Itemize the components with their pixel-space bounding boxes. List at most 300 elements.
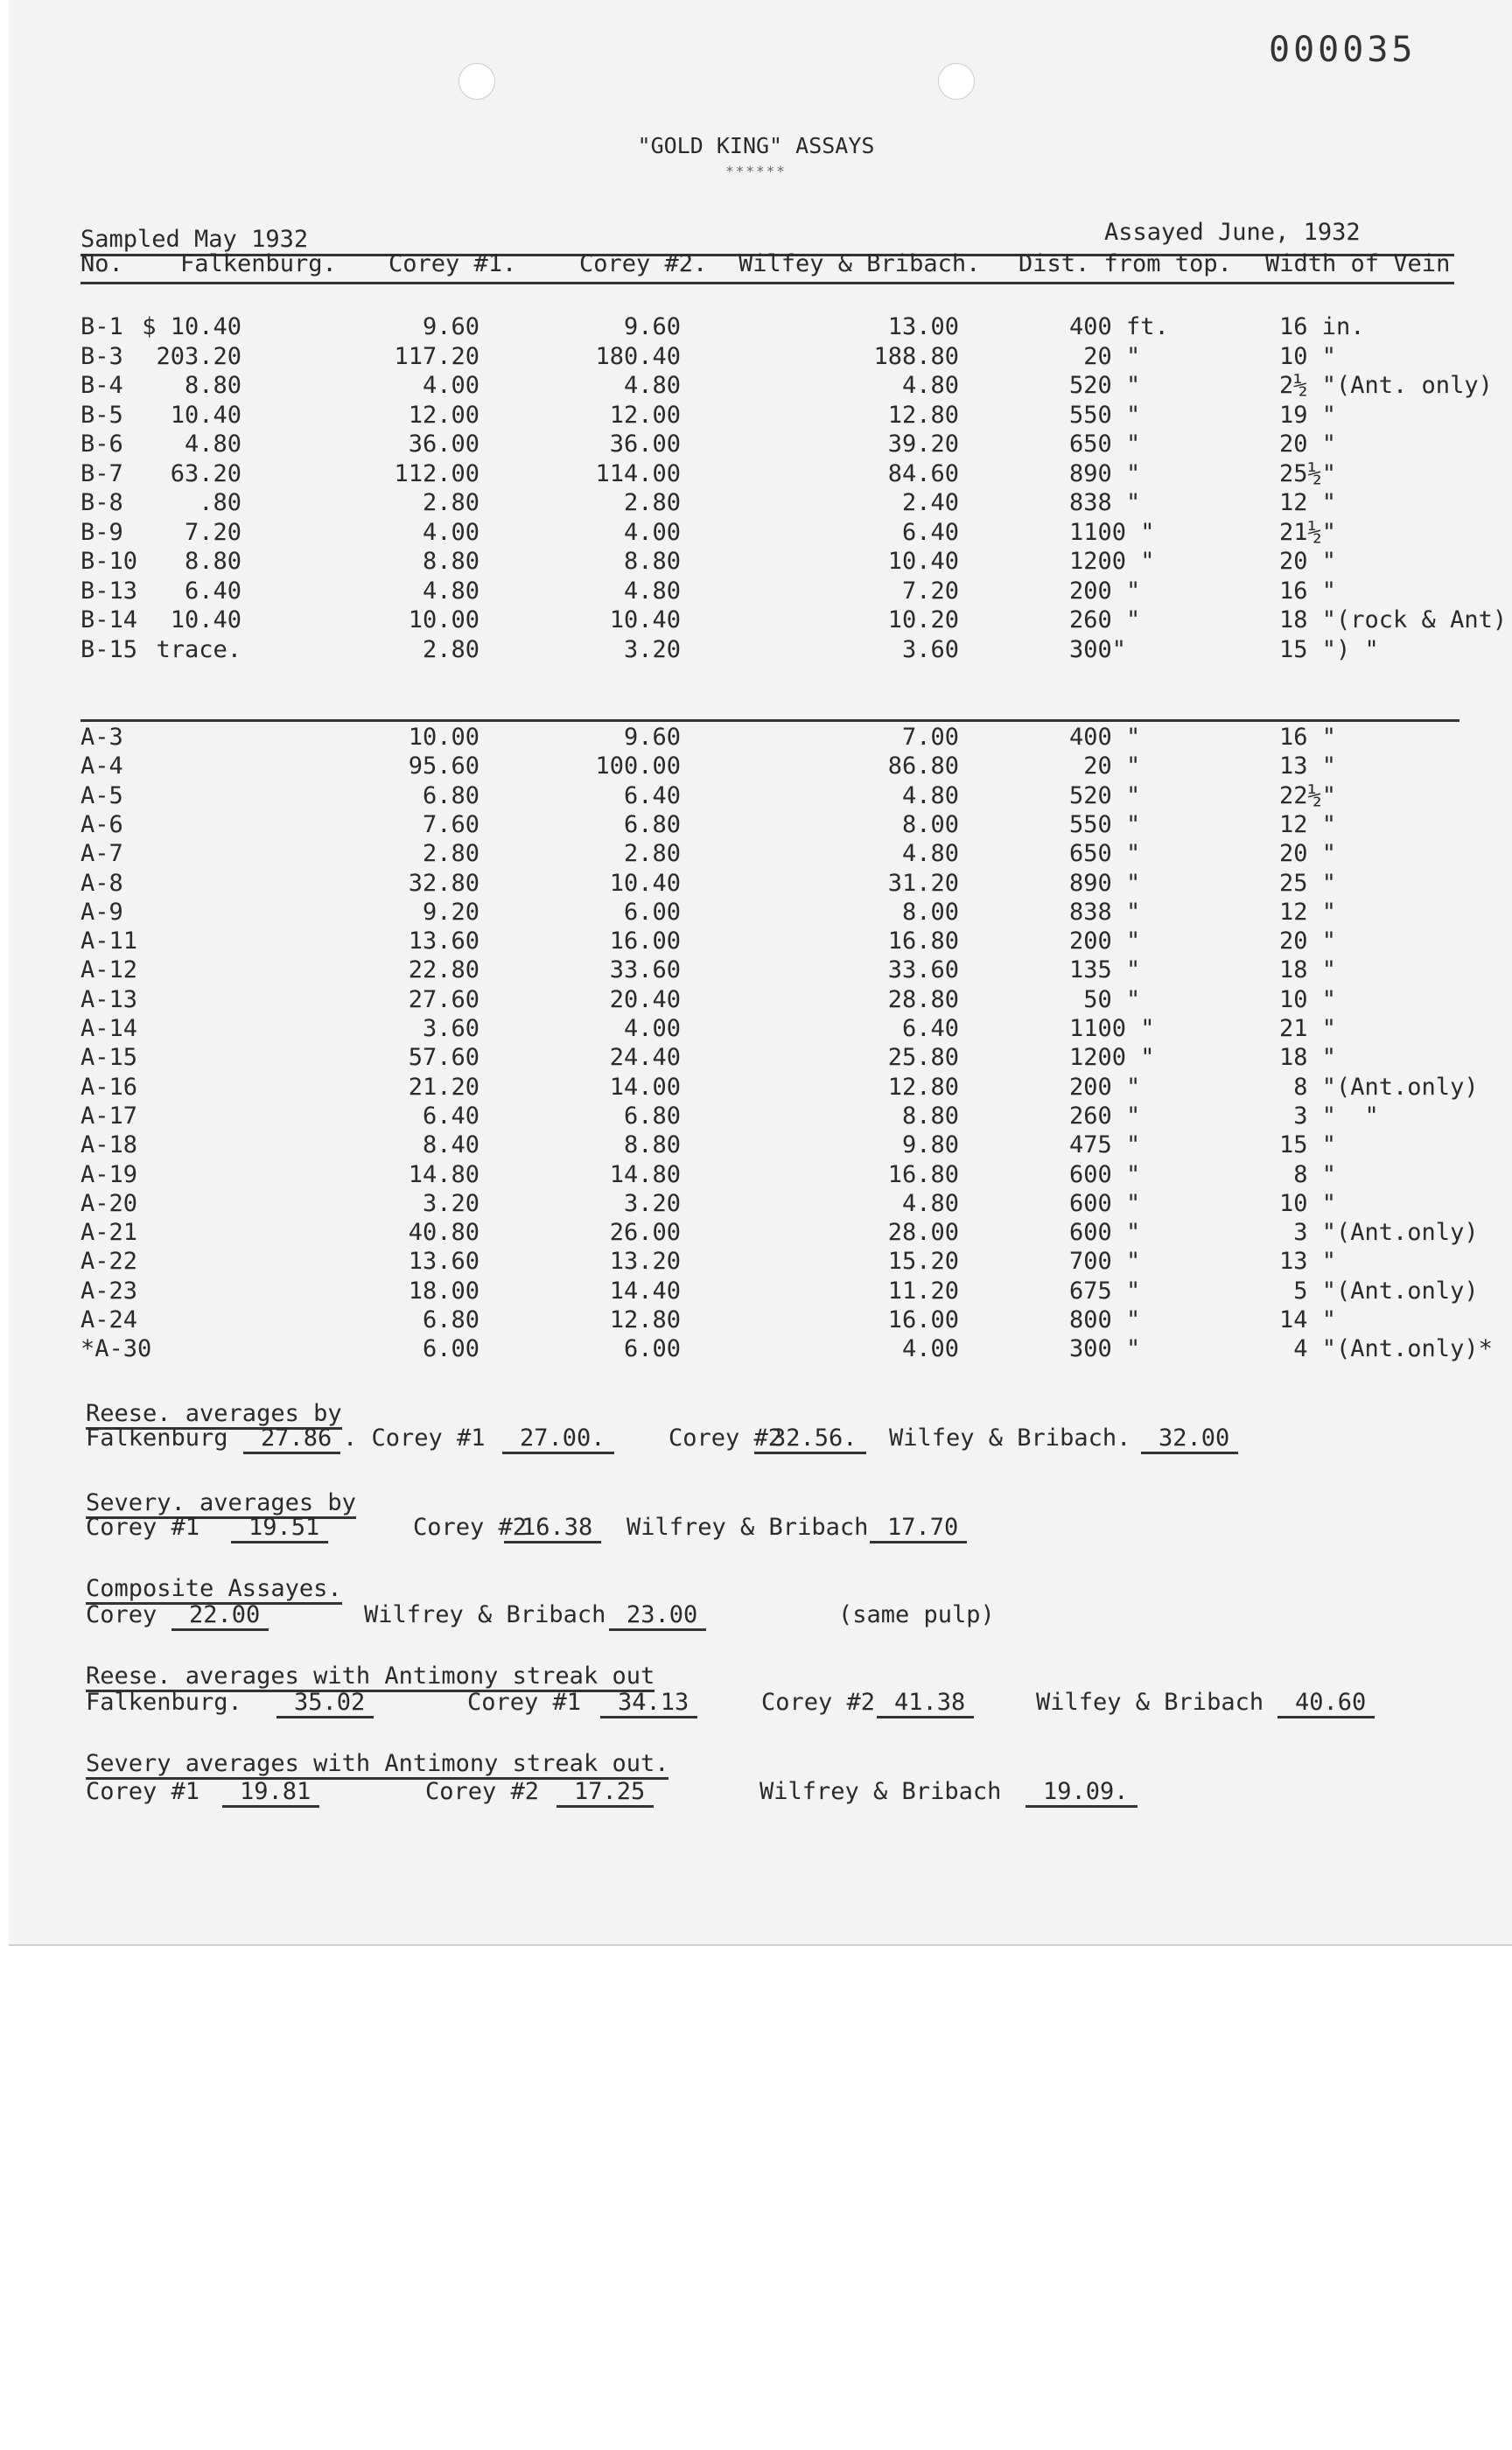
table-row bbox=[0, 752, 1512, 782]
distance-value: 675 " bbox=[1069, 1277, 1141, 1305]
distance-value: 50 " bbox=[1069, 985, 1141, 1013]
corey1-value: 95.60 bbox=[408, 752, 480, 780]
corey2-value: 6.80 bbox=[623, 1102, 681, 1130]
falkenburg-value: 7.20 bbox=[184, 518, 242, 546]
vein-width-value: 8 "(Ant.only) bbox=[1279, 1073, 1479, 1101]
severy-antimony-title: Severy averages with Antimony streak out. bbox=[86, 1750, 668, 1780]
composite-assays-line bbox=[0, 1601, 1512, 1633]
vein-width-value: 13 " bbox=[1279, 752, 1337, 780]
column-header: Falkenburg. bbox=[180, 250, 337, 277]
corey2-value: 6.00 bbox=[623, 1335, 681, 1363]
severy-averages-line bbox=[0, 1514, 1512, 1545]
sample-number: A-23 bbox=[80, 1277, 138, 1305]
vein-width-value: 15 ") " bbox=[1279, 635, 1379, 663]
corey1-value: 6.00 bbox=[422, 1335, 480, 1363]
falkenburg-value: $ 10.40 bbox=[142, 313, 242, 340]
sample-number: B-15 bbox=[80, 635, 138, 663]
value: 16.38 bbox=[504, 1514, 601, 1544]
table-row bbox=[0, 313, 1512, 343]
value: 41.38 bbox=[877, 1689, 974, 1718]
vein-width-value: 8 " bbox=[1279, 1160, 1337, 1188]
vein-width-value: 18 " bbox=[1279, 1044, 1337, 1072]
table-row bbox=[0, 1074, 1512, 1103]
label: Corey #1 bbox=[86, 1778, 200, 1805]
corey1-value: 3.20 bbox=[422, 1189, 480, 1217]
vein-width-value: 21½" bbox=[1279, 518, 1337, 546]
header-rule-bottom bbox=[80, 282, 1454, 284]
composite-note: (same pulp) bbox=[838, 1601, 995, 1628]
value: 32.56. bbox=[754, 1424, 866, 1454]
distance-value: 890 " bbox=[1069, 869, 1141, 897]
sample-number: A-8 bbox=[80, 869, 123, 897]
value: 17.25 bbox=[556, 1778, 654, 1808]
sample-number: A-15 bbox=[80, 1044, 138, 1072]
document-title: "GOLD KING" ASSAYS bbox=[637, 133, 875, 158]
corey1-value: 57.60 bbox=[408, 1044, 480, 1072]
corey2-value: 36.00 bbox=[609, 430, 681, 458]
sample-number: A-13 bbox=[80, 985, 138, 1013]
wilfey-bribach-value: 10.40 bbox=[887, 548, 959, 575]
distance-value: 800 " bbox=[1069, 1306, 1141, 1334]
corey2-value: 9.60 bbox=[623, 313, 681, 340]
vein-width-value: 18 " bbox=[1279, 956, 1337, 984]
reese-antimony-line bbox=[0, 1689, 1512, 1720]
distance-value: 838 " bbox=[1069, 898, 1141, 926]
sample-number: A-14 bbox=[80, 1015, 138, 1042]
table-row bbox=[0, 430, 1512, 460]
table-row bbox=[0, 343, 1512, 373]
severy-antimony-line bbox=[0, 1778, 1512, 1810]
corey2-value: 20.40 bbox=[609, 985, 681, 1013]
wilfey-bribach-value: 84.60 bbox=[887, 459, 959, 487]
distance-value: 838 " bbox=[1069, 489, 1141, 516]
vein-width-value: 25½" bbox=[1279, 459, 1337, 487]
corey1-value: 22.80 bbox=[408, 956, 480, 984]
distance-value: 20 " bbox=[1069, 752, 1141, 780]
vein-width-value: 15 " bbox=[1279, 1131, 1337, 1159]
distance-value: 300 " bbox=[1069, 1335, 1141, 1363]
wilfey-bribach-value: 11.20 bbox=[887, 1277, 959, 1305]
corey2-value: 24.40 bbox=[609, 1044, 681, 1072]
table-row bbox=[0, 1044, 1512, 1074]
vein-width-value: 3 " " bbox=[1279, 1102, 1379, 1130]
corey1-value: 8.80 bbox=[422, 548, 480, 575]
table-row bbox=[0, 1335, 1512, 1365]
corey2-value: 3.20 bbox=[623, 1189, 681, 1217]
table-row bbox=[0, 519, 1512, 549]
falkenburg-value: 203.20 bbox=[156, 342, 242, 370]
corey2-value: 6.80 bbox=[623, 810, 681, 838]
corey1-value: 3.60 bbox=[422, 1015, 480, 1042]
assayed-date: Assayed June, 1932 bbox=[1104, 219, 1361, 246]
sample-number: A-17 bbox=[80, 1102, 138, 1130]
corey2-value: 180.40 bbox=[595, 342, 681, 370]
sample-number: A-18 bbox=[80, 1131, 138, 1159]
sampled-date: Sampled May 1932 bbox=[80, 226, 309, 253]
corey2-value: 16.00 bbox=[609, 928, 681, 956]
wilfey-bribach-value: 13.00 bbox=[887, 313, 959, 340]
vein-width-value: 20 " bbox=[1279, 928, 1337, 956]
vein-width-value: 20 " bbox=[1279, 430, 1337, 458]
corey1-value: 13.60 bbox=[408, 928, 480, 956]
wilfey-bribach-value: 12.80 bbox=[887, 401, 959, 429]
corey1-value: 2.80 bbox=[422, 840, 480, 868]
value: 19.81 bbox=[222, 1778, 319, 1808]
distance-value: 475 " bbox=[1069, 1131, 1141, 1159]
label: Corey #1 bbox=[467, 1689, 582, 1716]
corey1-value: 9.20 bbox=[422, 898, 480, 926]
label: Corey #2 bbox=[668, 1424, 783, 1452]
corey1-value: 10.00 bbox=[408, 606, 480, 634]
punch-hole bbox=[938, 63, 975, 100]
distance-value: 260 " bbox=[1069, 606, 1141, 634]
distance-value: 200 " bbox=[1069, 577, 1141, 605]
wilfey-bribach-value: 2.40 bbox=[901, 489, 959, 516]
distance-value: 400 ft. bbox=[1069, 313, 1169, 340]
vein-width-value: 16 " bbox=[1279, 724, 1337, 751]
falkenburg-value: 8.80 bbox=[184, 548, 242, 575]
sample-number: A-7 bbox=[80, 840, 123, 868]
label: Corey #2 bbox=[425, 1778, 540, 1805]
table-row bbox=[0, 1102, 1512, 1132]
value: 23.00 bbox=[609, 1601, 706, 1631]
wilfey-bribach-value: 8.80 bbox=[901, 1102, 959, 1130]
sample-number: B-8 bbox=[80, 489, 123, 516]
corey1-value: 6.40 bbox=[422, 1102, 480, 1130]
table-row bbox=[0, 548, 1512, 578]
corey1-value: 4.00 bbox=[422, 518, 480, 546]
distance-value: 520 " bbox=[1069, 781, 1141, 809]
label: Falkenburg. bbox=[86, 1689, 242, 1716]
corey1-value: 40.80 bbox=[408, 1219, 480, 1247]
falkenburg-value: 4.80 bbox=[184, 430, 242, 458]
wilfey-bribach-value: 86.80 bbox=[887, 752, 959, 780]
vein-width-value: 25 " bbox=[1279, 869, 1337, 897]
wilfey-bribach-value: 4.80 bbox=[901, 372, 959, 399]
vein-width-value: 3 "(Ant.only) bbox=[1279, 1219, 1479, 1247]
column-header: No. bbox=[80, 250, 123, 277]
distance-value: 650 " bbox=[1069, 840, 1141, 868]
corey1-value: 32.80 bbox=[408, 869, 480, 897]
corey2-value: 14.00 bbox=[609, 1073, 681, 1101]
sample-number: A-16 bbox=[80, 1073, 138, 1101]
wilfey-bribach-value: 16.80 bbox=[887, 1160, 959, 1188]
corey1-value: 10.00 bbox=[408, 724, 480, 751]
value: 35.02 bbox=[276, 1689, 374, 1718]
sample-number: B-4 bbox=[80, 372, 123, 399]
vein-width-value: 16 in. bbox=[1279, 313, 1365, 340]
distance-value: 550 " bbox=[1069, 401, 1141, 429]
sample-number: B-6 bbox=[80, 430, 123, 458]
wilfey-bribach-value: 16.00 bbox=[887, 1306, 959, 1334]
corey1-value: 13.60 bbox=[408, 1248, 480, 1276]
sample-number: B-3 bbox=[80, 342, 123, 370]
sample-number: B-5 bbox=[80, 401, 123, 429]
corey1-value: 4.00 bbox=[422, 372, 480, 399]
corey2-value: 6.00 bbox=[623, 898, 681, 926]
distance-value: 300" bbox=[1069, 635, 1127, 663]
falkenburg-value: 6.40 bbox=[184, 577, 242, 605]
corey1-value: 2.80 bbox=[422, 635, 480, 663]
corey2-value: 12.00 bbox=[609, 401, 681, 429]
wilfey-bribach-value: 25.80 bbox=[887, 1044, 959, 1072]
column-header: Width of Vein bbox=[1265, 250, 1451, 277]
column-header: Dist. from top. bbox=[1018, 250, 1232, 277]
corey2-value: 8.80 bbox=[623, 1131, 681, 1159]
label: Wilfrey & Bribach bbox=[626, 1514, 869, 1541]
vein-width-value: 12 " bbox=[1279, 810, 1337, 838]
corey1-value: 6.80 bbox=[422, 1306, 480, 1334]
sample-number: *A-30 bbox=[80, 1335, 152, 1363]
distance-value: 700 " bbox=[1069, 1248, 1141, 1276]
table-row bbox=[0, 372, 1512, 402]
table-row bbox=[0, 928, 1512, 957]
value: 27.86 bbox=[243, 1424, 340, 1454]
corey2-value: 26.00 bbox=[609, 1219, 681, 1247]
falkenburg-value: .80 bbox=[199, 489, 242, 516]
corey2-value: 3.20 bbox=[623, 635, 681, 663]
vein-width-value: 2½ "(Ant. only) bbox=[1279, 372, 1493, 399]
label: Wilfey & Bribach. bbox=[889, 1424, 1131, 1452]
corey2-value: 13.20 bbox=[609, 1248, 681, 1276]
wilfey-bribach-value: 33.60 bbox=[887, 956, 959, 984]
falkenburg-value: 10.40 bbox=[170, 606, 242, 634]
corey2-value: 33.60 bbox=[609, 956, 681, 984]
sample-number: A-24 bbox=[80, 1306, 138, 1334]
corey1-value: 18.00 bbox=[408, 1277, 480, 1305]
value: 19.09. bbox=[1026, 1778, 1138, 1808]
label: Corey #2 bbox=[413, 1514, 528, 1541]
vein-width-value: 18 "(rock & Ant) bbox=[1279, 606, 1508, 634]
corey2-value: 114.00 bbox=[595, 459, 681, 487]
value: 40.60 bbox=[1278, 1689, 1375, 1718]
table-row bbox=[0, 1161, 1512, 1191]
corey2-value: 10.40 bbox=[609, 606, 681, 634]
composite-assays-title: Composite Assayes. bbox=[86, 1575, 342, 1605]
vein-width-value: 16 " bbox=[1279, 577, 1337, 605]
falkenburg-value: trace. bbox=[156, 635, 242, 663]
wilfey-bribach-value: 4.00 bbox=[901, 1335, 959, 1363]
corey1-value: 21.20 bbox=[408, 1073, 480, 1101]
reese-averages-title: Reese. averages by bbox=[86, 1400, 342, 1430]
table-row bbox=[0, 986, 1512, 1016]
sample-number: B-14 bbox=[80, 606, 138, 634]
distance-value: 1200 " bbox=[1069, 548, 1155, 575]
wilfey-bribach-value: 8.00 bbox=[901, 898, 959, 926]
sample-number: A-12 bbox=[80, 956, 138, 984]
distance-value: 200 " bbox=[1069, 1073, 1141, 1101]
column-header: Corey #2. bbox=[579, 250, 708, 277]
table-row bbox=[0, 1190, 1512, 1220]
corey1-value: 27.60 bbox=[408, 985, 480, 1013]
table-row bbox=[0, 956, 1512, 986]
corey2-value: 10.40 bbox=[609, 869, 681, 897]
sample-number: A-6 bbox=[80, 810, 123, 838]
table-row bbox=[0, 1015, 1512, 1045]
sample-number: B-1 bbox=[80, 313, 123, 340]
sample-number: A-11 bbox=[80, 928, 138, 956]
distance-value: 1100 " bbox=[1069, 1015, 1155, 1042]
wilfey-bribach-value: 3.60 bbox=[901, 635, 959, 663]
vein-width-value: 21 " bbox=[1279, 1015, 1337, 1042]
label: Falkenburg bbox=[86, 1424, 228, 1452]
sample-number: A-4 bbox=[80, 752, 123, 780]
corey1-value: 14.80 bbox=[408, 1160, 480, 1188]
vein-width-value: 20 " bbox=[1279, 840, 1337, 868]
vein-width-value: 20 " bbox=[1279, 548, 1337, 575]
table-row bbox=[0, 811, 1512, 841]
distance-value: 600 " bbox=[1069, 1189, 1141, 1217]
corey1-value: 36.00 bbox=[408, 430, 480, 458]
table-row bbox=[0, 606, 1512, 636]
corey2-value: 14.80 bbox=[609, 1160, 681, 1188]
vein-width-value: 10 " bbox=[1279, 342, 1337, 370]
reese-averages-line bbox=[0, 1424, 1512, 1456]
distance-value: 200 " bbox=[1069, 928, 1141, 956]
sample-number: B-10 bbox=[80, 548, 138, 575]
distance-value: 1200 " bbox=[1069, 1044, 1155, 1072]
vein-width-value: 5 "(Ant.only) bbox=[1279, 1277, 1479, 1305]
wilfey-bribach-value: 4.80 bbox=[901, 781, 959, 809]
table-row bbox=[0, 1306, 1512, 1336]
corey1-value: 112.00 bbox=[394, 459, 480, 487]
distance-value: 260 " bbox=[1069, 1102, 1141, 1130]
distance-value: 600 " bbox=[1069, 1219, 1141, 1247]
table-row bbox=[0, 1278, 1512, 1307]
distance-value: 550 " bbox=[1069, 810, 1141, 838]
corey2-value: 12.80 bbox=[609, 1306, 681, 1334]
corey1-value: 8.40 bbox=[422, 1131, 480, 1159]
table-row bbox=[0, 1131, 1512, 1161]
wilfey-bribach-value: 9.80 bbox=[901, 1131, 959, 1159]
wilfey-bribach-value: 10.20 bbox=[887, 606, 959, 634]
wilfey-bribach-value: 12.80 bbox=[887, 1073, 959, 1101]
wilfey-bribach-value: 6.40 bbox=[901, 1015, 959, 1042]
wilfey-bribach-value: 188.80 bbox=[873, 342, 959, 370]
value: 17.70 bbox=[870, 1514, 967, 1544]
value: 19.51 bbox=[231, 1514, 328, 1544]
title-mark: ****** bbox=[725, 163, 787, 179]
label: Corey #1 bbox=[86, 1514, 200, 1541]
wilfey-bribach-value: 6.40 bbox=[901, 518, 959, 546]
wilfey-bribach-value: 28.80 bbox=[887, 985, 959, 1013]
table-row bbox=[0, 489, 1512, 519]
table-row bbox=[0, 782, 1512, 812]
wilfey-bribach-value: 16.80 bbox=[887, 928, 959, 956]
wilfey-bribach-value: 4.80 bbox=[901, 840, 959, 868]
corey2-value: 14.40 bbox=[609, 1277, 681, 1305]
table-row bbox=[0, 1219, 1512, 1249]
corey1-value: 7.60 bbox=[422, 810, 480, 838]
falkenburg-value: 10.40 bbox=[170, 401, 242, 429]
table-row bbox=[0, 578, 1512, 607]
label: Corey #2 bbox=[761, 1689, 876, 1716]
wilfey-bribach-value: 4.80 bbox=[901, 1189, 959, 1217]
corey2-value: 2.80 bbox=[623, 840, 681, 868]
vein-width-value: 4 "(Ant.only)* bbox=[1279, 1335, 1493, 1363]
sample-number: A-21 bbox=[80, 1219, 138, 1247]
corey2-value: 4.00 bbox=[623, 1015, 681, 1042]
punch-hole bbox=[458, 63, 495, 100]
vein-width-value: 22½" bbox=[1279, 781, 1337, 809]
distance-value: 520 " bbox=[1069, 372, 1141, 399]
corey2-value: 9.60 bbox=[623, 724, 681, 751]
wilfey-bribach-value: 7.20 bbox=[901, 577, 959, 605]
table-row bbox=[0, 899, 1512, 928]
corey1-value: 9.60 bbox=[422, 313, 480, 340]
table-row bbox=[0, 1248, 1512, 1278]
corey1-value: 2.80 bbox=[422, 489, 480, 516]
corey2-value: 4.00 bbox=[623, 518, 681, 546]
wilfey-bribach-value: 28.00 bbox=[887, 1219, 959, 1247]
label: Wilfrey & Bribach bbox=[760, 1778, 1002, 1805]
distance-value: 135 " bbox=[1069, 956, 1141, 984]
corey2-value: 4.80 bbox=[623, 372, 681, 399]
label: Wilfrey & Bribach bbox=[364, 1601, 606, 1628]
reese-antimony-title: Reese. averages with Antimony streak out bbox=[86, 1662, 654, 1692]
sample-number: B-13 bbox=[80, 577, 138, 605]
value: 34.13 bbox=[600, 1689, 697, 1718]
distance-value: 400 " bbox=[1069, 724, 1141, 751]
corey1-value: 6.80 bbox=[422, 781, 480, 809]
table-row bbox=[0, 636, 1512, 666]
distance-value: 20 " bbox=[1069, 342, 1141, 370]
corey2-value: 100.00 bbox=[595, 752, 681, 780]
wilfey-bribach-value: 7.00 bbox=[901, 724, 959, 751]
value: 22.00 bbox=[172, 1601, 269, 1631]
column-header: Wilfey & Bribach. bbox=[738, 250, 981, 277]
falkenburg-value: 63.20 bbox=[170, 459, 242, 487]
distance-value: 1100 " bbox=[1069, 518, 1155, 546]
label: Corey bbox=[86, 1601, 158, 1628]
wilfey-bribach-value: 39.20 bbox=[887, 430, 959, 458]
label: . Corey #1 bbox=[343, 1424, 486, 1452]
distance-value: 890 " bbox=[1069, 459, 1141, 487]
wilfey-bribach-value: 8.00 bbox=[901, 810, 959, 838]
distance-value: 600 " bbox=[1069, 1160, 1141, 1188]
corey2-value: 2.80 bbox=[623, 489, 681, 516]
sample-number: A-5 bbox=[80, 781, 123, 809]
wilfey-bribach-value: 15.20 bbox=[887, 1248, 959, 1276]
section-divider bbox=[80, 719, 1460, 722]
severy-averages-title: Severy. averages by bbox=[86, 1489, 356, 1519]
corey1-value: 12.00 bbox=[408, 401, 480, 429]
table-row bbox=[0, 724, 1512, 753]
table-row bbox=[0, 870, 1512, 900]
vein-width-value: 10 " bbox=[1279, 1189, 1337, 1217]
sample-number: A-9 bbox=[80, 898, 123, 926]
label: Wilfey & Bribach bbox=[1036, 1689, 1264, 1716]
wilfey-bribach-value: 31.20 bbox=[887, 869, 959, 897]
vein-width-value: 14 " bbox=[1279, 1306, 1337, 1334]
sample-number: A-20 bbox=[80, 1189, 138, 1217]
sample-number: A-19 bbox=[80, 1160, 138, 1188]
column-header: Corey #1. bbox=[388, 250, 517, 277]
sample-number: B-9 bbox=[80, 518, 123, 546]
sample-number: A-3 bbox=[80, 724, 123, 751]
vein-width-value: 13 " bbox=[1279, 1248, 1337, 1276]
vein-width-value: 10 " bbox=[1279, 985, 1337, 1013]
distance-value: 650 " bbox=[1069, 430, 1141, 458]
vein-width-value: 12 " bbox=[1279, 489, 1337, 516]
vein-width-value: 19 " bbox=[1279, 401, 1337, 429]
falkenburg-value: 8.80 bbox=[184, 372, 242, 399]
table-row bbox=[0, 460, 1512, 490]
table-row bbox=[0, 840, 1512, 870]
table-row bbox=[0, 402, 1512, 431]
corey2-value: 4.80 bbox=[623, 577, 681, 605]
corey1-value: 4.80 bbox=[422, 577, 480, 605]
